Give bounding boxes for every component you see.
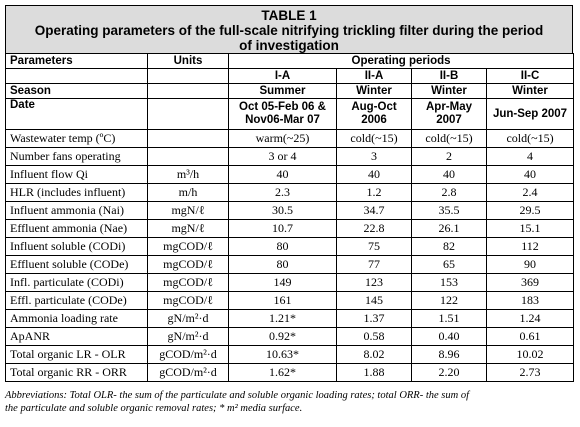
table-row (6, 148, 574, 166)
value-cell: 2 (412, 148, 487, 166)
period-code: II-C (487, 69, 574, 84)
value-cell: 65 (412, 256, 487, 274)
value-cell: 1.62* (229, 364, 337, 382)
season-value: Winter (487, 84, 574, 99)
parameter-name: Influent flow Qi (6, 166, 148, 184)
value-cell: 0.58 (337, 328, 412, 346)
unit-cell: gCOD/m²·d (148, 346, 229, 364)
parameter-name: Effl. particulate (CODe) (6, 292, 148, 310)
season-row (6, 84, 574, 99)
value-cell: 2.8 (412, 184, 487, 202)
season-value: Summer (229, 84, 337, 99)
value-cell: 30.5 (229, 202, 337, 220)
table-caption-line1: Operating parameters of the full-scale nitrifying trickling filter during the period (34, 23, 544, 38)
value-cell: cold(~15) (412, 130, 487, 148)
value-cell: 82 (412, 238, 487, 256)
value-cell: 2.4 (487, 184, 574, 202)
table-number: TABLE 1 (261, 8, 317, 23)
unit-cell: mgN/ℓ (148, 220, 229, 238)
value-cell: 1.24 (487, 310, 574, 328)
value-cell: 26.1 (412, 220, 487, 238)
value-cell: 0.40 (412, 328, 487, 346)
value-cell: 40 (487, 166, 574, 184)
table-row (6, 328, 574, 346)
value-cell: 10.7 (229, 220, 337, 238)
value-cell: 29.5 (487, 202, 574, 220)
date-value: Apr-May 2007 (412, 99, 487, 130)
header-parameters: Parameters (6, 54, 148, 69)
value-cell: 77 (337, 256, 412, 274)
footnote-line1: Abbreviations: Total OLR- the sum of the particulate and soluble organic loading rates; total ORR- the sum of (5, 390, 470, 401)
header-units: Units (148, 54, 229, 69)
parameters-table (5, 53, 574, 382)
parameter-name: Influent soluble (CODi) (6, 238, 148, 256)
empty-cell (148, 99, 229, 130)
unit-cell (148, 148, 229, 166)
value-cell: 40 (412, 166, 487, 184)
unit-cell: mgCOD/ℓ (148, 238, 229, 256)
value-cell: 161 (229, 292, 337, 310)
unit-cell (148, 130, 229, 148)
date-label: Date (6, 99, 148, 130)
season-value: Winter (412, 84, 487, 99)
value-cell: 3 or 4 (229, 148, 337, 166)
value-cell: 4 (487, 148, 574, 166)
season-label: Season (6, 84, 148, 99)
table-row (6, 274, 574, 292)
value-cell: 2.3 (229, 184, 337, 202)
date-row (6, 99, 574, 130)
parameter-name: Total organic LR - OLR (6, 346, 148, 364)
value-cell: 35.5 (412, 202, 487, 220)
empty-cell (148, 84, 229, 99)
parameter-name: HLR (includes influent) (6, 184, 148, 202)
value-cell: 1.2 (337, 184, 412, 202)
value-cell: 1.21* (229, 310, 337, 328)
season-value: Winter (337, 84, 412, 99)
value-cell: warm(~25) (229, 130, 337, 148)
unit-cell: mgCOD/ℓ (148, 274, 229, 292)
date-value: Aug-Oct 2006 (337, 99, 412, 130)
value-cell: 145 (337, 292, 412, 310)
parameter-name: Total organic RR - ORR (6, 364, 148, 382)
value-cell: 123 (337, 274, 412, 292)
value-cell: 1.51 (412, 310, 487, 328)
value-cell: 1.88 (337, 364, 412, 382)
unit-cell: gN/m²·d (148, 328, 229, 346)
value-cell: cold(~15) (487, 130, 574, 148)
table-row (6, 364, 574, 382)
table-row (6, 166, 574, 184)
value-cell: 0.61 (487, 328, 574, 346)
table-row (6, 202, 574, 220)
unit-cell: mgCOD/ℓ (148, 256, 229, 274)
value-cell: 10.63* (229, 346, 337, 364)
parameter-name: Number fans operating (6, 148, 148, 166)
empty-cell (148, 69, 229, 84)
value-cell: 2.73 (487, 364, 574, 382)
value-cell: 34.7 (337, 202, 412, 220)
period-code: I-A (229, 69, 337, 84)
parameter-name: Influent ammonia (Nai) (6, 202, 148, 220)
value-cell: 15.1 (487, 220, 574, 238)
value-cell: 122 (412, 292, 487, 310)
unit-cell: mgN/ℓ (148, 202, 229, 220)
parameter-name: ApANR (6, 328, 148, 346)
unit-cell: gN/m²·d (148, 310, 229, 328)
parameter-name: Wastewater temp (ºC) (6, 130, 148, 148)
parameter-name: Effluent ammonia (Nae) (6, 220, 148, 238)
value-cell: 90 (487, 256, 574, 274)
table-row (6, 346, 574, 364)
value-cell: 2.20 (412, 364, 487, 382)
value-cell: 112 (487, 238, 574, 256)
parameter-name: Effluent soluble (CODe) (6, 256, 148, 274)
footnote (5, 389, 573, 415)
value-cell: 80 (229, 238, 337, 256)
parameter-name: Ammonia loading rate (6, 310, 148, 328)
value-cell: 75 (337, 238, 412, 256)
value-cell: 1.37 (337, 310, 412, 328)
period-code: II-A (337, 69, 412, 84)
footnote-line2: the particulate and soluble organic removal rates; * m² media surface. (5, 403, 303, 414)
header-row (6, 54, 574, 69)
value-cell: 8.02 (337, 346, 412, 364)
table-row (6, 130, 574, 148)
value-cell: 8.96 (412, 346, 487, 364)
table-caption-line2: of investigation (239, 38, 339, 53)
empty-cell (6, 69, 148, 84)
value-cell: 153 (412, 274, 487, 292)
value-cell: 80 (229, 256, 337, 274)
unit-cell: m³/h (148, 166, 229, 184)
table-row (6, 220, 574, 238)
parameter-name: Infl. particulate (CODi) (6, 274, 148, 292)
unit-cell: mgCOD/ℓ (148, 292, 229, 310)
date-value: Jun-Sep 2007 (487, 99, 574, 130)
table-row (6, 256, 574, 274)
table-row (6, 310, 574, 328)
table-row (6, 292, 574, 310)
table-title (5, 5, 573, 53)
value-cell: 3 (337, 148, 412, 166)
unit-cell: gCOD/m²·d (148, 364, 229, 382)
value-cell: 40 (229, 166, 337, 184)
value-cell: 369 (487, 274, 574, 292)
value-cell: 149 (229, 274, 337, 292)
data-rows (6, 130, 574, 382)
value-cell: 10.02 (487, 346, 574, 364)
value-cell: cold(~15) (337, 130, 412, 148)
unit-cell: m/h (148, 184, 229, 202)
table-row (6, 184, 574, 202)
value-cell: 0.92* (229, 328, 337, 346)
header-operating-periods: Operating periods (229, 54, 574, 69)
period-code-row (6, 69, 574, 84)
value-cell: 40 (337, 166, 412, 184)
period-code: II-B (412, 69, 487, 84)
table-row (6, 238, 574, 256)
value-cell: 22.8 (337, 220, 412, 238)
value-cell: 183 (487, 292, 574, 310)
date-value: Oct 05-Feb 06 & Nov06-Mar 07 (229, 99, 337, 130)
